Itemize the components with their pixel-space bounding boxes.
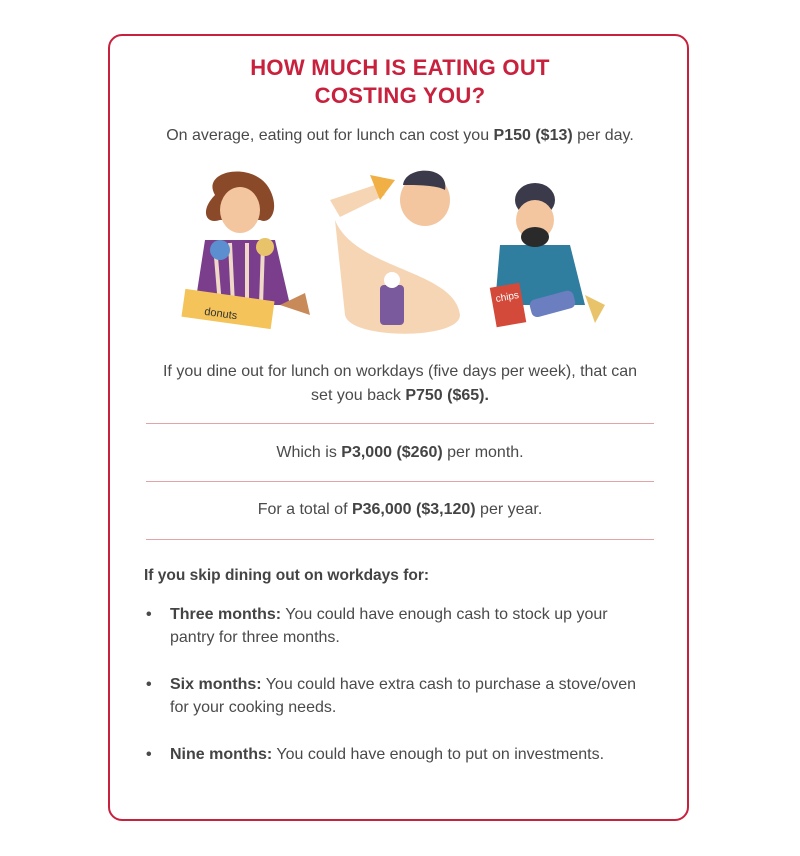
title-line-2: COSTING YOU?: [314, 83, 486, 108]
divider: [146, 539, 654, 540]
donuts-box-label: donuts: [203, 305, 238, 323]
monthly-cost-text: Which is P3,000 ($260) per month.: [276, 444, 524, 461]
monthly-cost: P3,000 ($260): [341, 444, 443, 461]
bullet-dot: •: [146, 676, 152, 693]
yearly-cost-text: For a total of P36,000 ($3,120) per year.: [257, 501, 543, 518]
daily-cost: P150 ($13): [493, 127, 573, 144]
intro-text: On average, eating out for lunch can cost you P150 ($13) per day.: [166, 127, 634, 144]
divider: [146, 423, 654, 424]
woman-eating-donuts-illustration: [181, 171, 310, 329]
yearly-cost: P36,000 ($3,120): [351, 501, 476, 518]
page-title: [0, 54, 800, 110]
title-line-1: HOW MUCH IS EATING OUT: [250, 55, 550, 80]
divider: [146, 481, 654, 482]
chips-bag-label: chips: [494, 290, 520, 305]
bullet-dot: •: [146, 746, 152, 763]
eating-people-illustration: [175, 165, 625, 340]
man-eating-pizza-illustration: [330, 171, 460, 334]
man-eating-chips-illustration: [490, 183, 605, 327]
weekly-cost-text: If you dine out for lunch on workdays (five days per week), that can set you back P750 ($65).: [162, 363, 638, 404]
skip-heading: If you skip dining out on workdays for:: [144, 567, 430, 584]
bullet-dot: •: [146, 606, 152, 623]
weekly-cost: P750 ($65).: [405, 387, 489, 404]
